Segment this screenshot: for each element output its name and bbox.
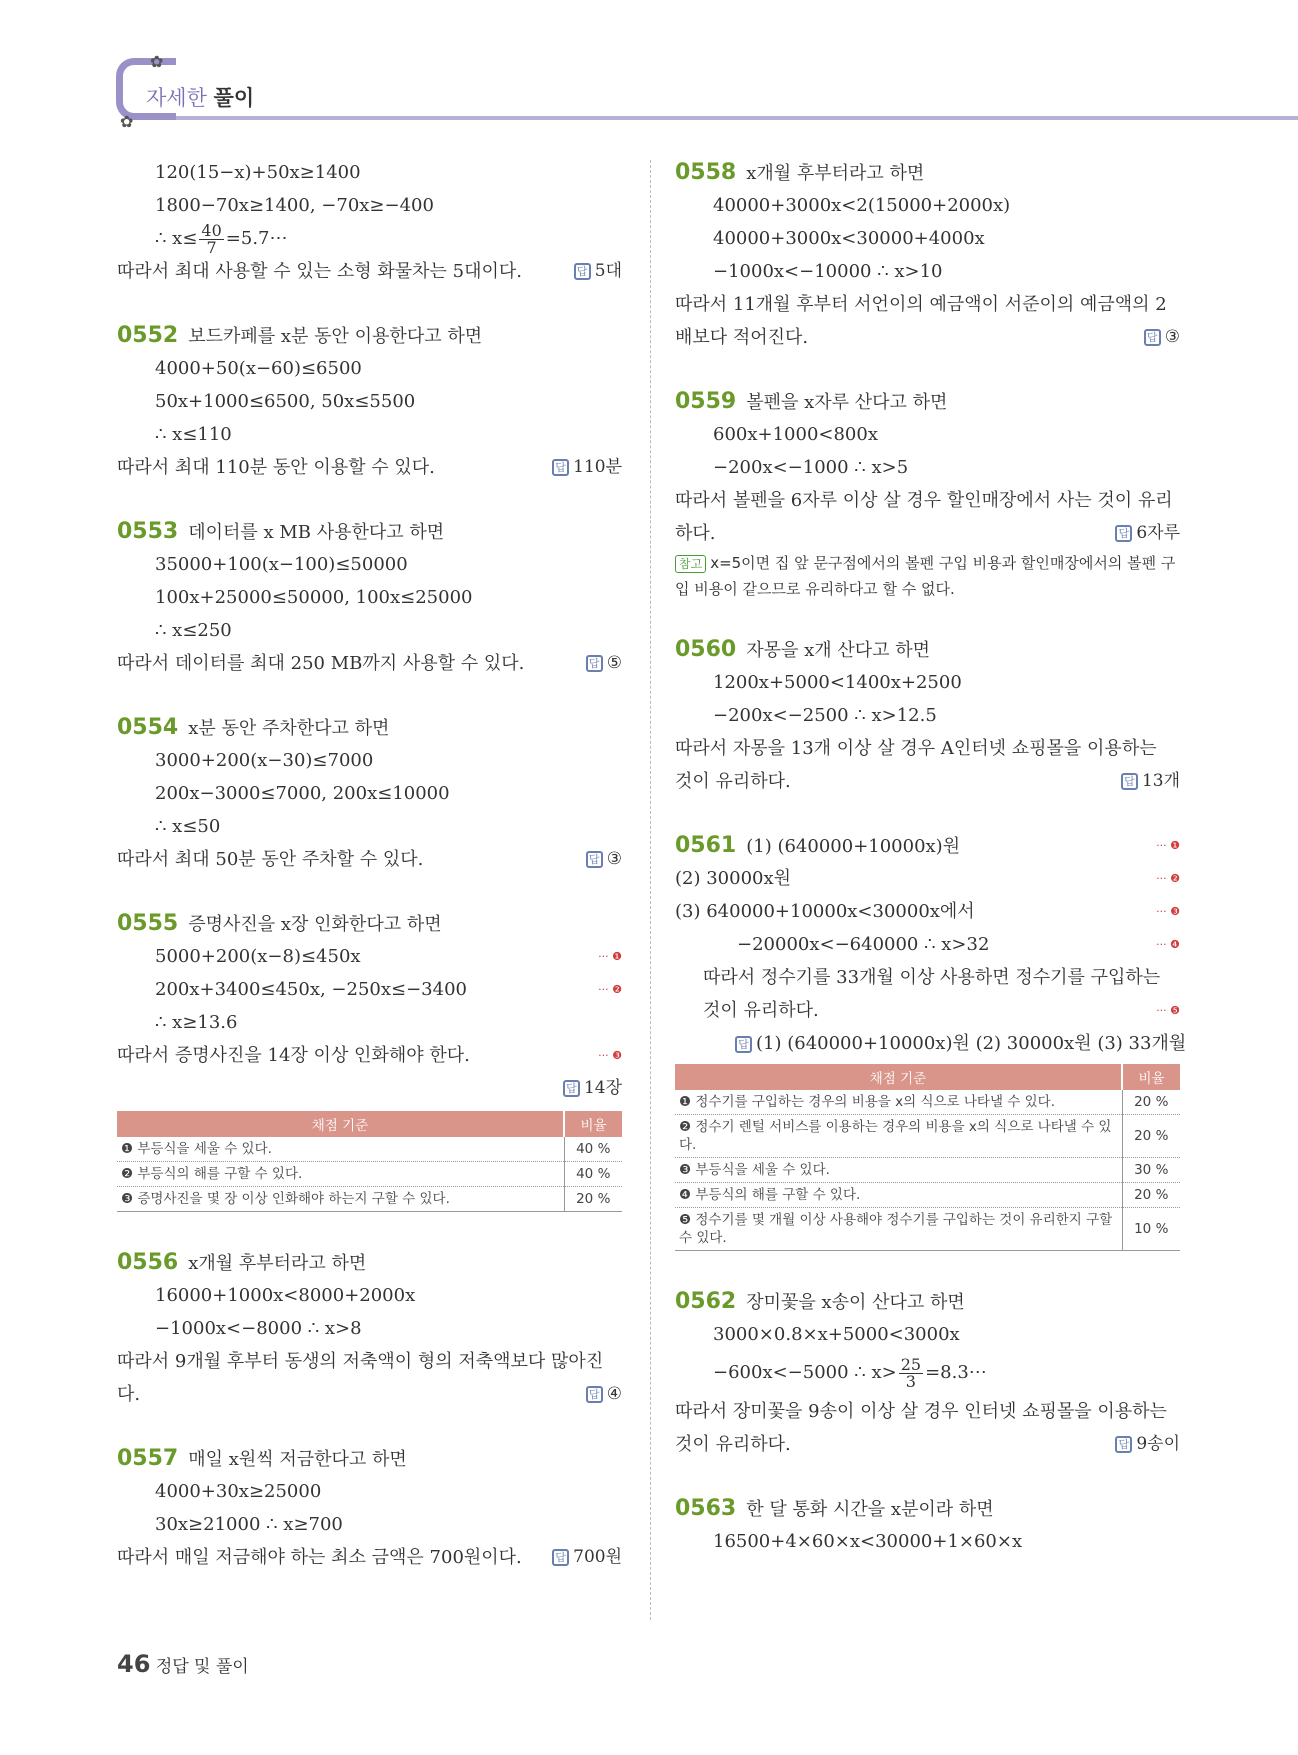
step-marker: ··· ❶: [598, 950, 622, 963]
fraction: $\frac{25}{3}$: [900, 1354, 922, 1391]
grading-ratio: 20 %: [564, 1187, 622, 1212]
grading-row: [675, 1208, 1180, 1251]
answer: 답 110분: [552, 451, 622, 484]
problem-number: 0554: [117, 715, 179, 740]
step-marker: ··· ❸: [1156, 905, 1180, 918]
conclusion-line: 따라서 최대 50분 동안 주차할 수 있다. 답 ③: [117, 843, 622, 876]
reference-note: 참고 x=5이면 집 앞 문구점에서의 볼펜 구입 비용과 할인매장에서의 볼펜 구입 비용이 같으므로 유리하다고 할 수 없다.: [675, 554, 1176, 598]
math-line: 5000+200(x−8)≤450x ··· ❶: [117, 940, 622, 973]
conclusion-line: 따라서 매일 저금해야 하는 최소 금액은 700원이다. 답 700원: [117, 1541, 622, 1574]
ratio-header: 비율: [564, 1111, 622, 1137]
answer-mark-icon: 답: [586, 655, 603, 672]
grading-criterion: ❹ 부등식의 해를 구할 수 있다.: [675, 1183, 1122, 1208]
math-line: 4000+50(x−60)≤6500: [155, 358, 362, 379]
answer-mark-icon: 답: [552, 1549, 569, 1566]
grading-ratio: 20 %: [1122, 1183, 1180, 1208]
problem-number: 0562: [675, 1289, 737, 1314]
math-line: 600x+1000<800x: [713, 424, 878, 445]
conclusion-line: 따라서 9개월 후부터 동생의 저축액이 형의 저축액보다 많아진: [117, 1351, 604, 1372]
conclusion-line: 따라서 최대 사용할 수 있는 소형 화물차는 5대이다. 답 5대: [117, 255, 622, 288]
reference-tag: 참고: [675, 555, 706, 573]
bee-icon: ✿: [120, 112, 134, 131]
answer-line: [117, 1072, 622, 1105]
math-line: (2) 30000x원 ··· ❷: [675, 862, 1180, 895]
problem-number: 0557: [117, 1446, 179, 1471]
problem-heading: 0559 볼펜을 x자루 산다고 하면: [675, 389, 948, 414]
conclusion-line: 따라서 자몽을 13개 이상 살 경우 A인터넷 쇼핑몰을 이용하는: [675, 738, 1157, 759]
problem-number: 0561: [675, 833, 737, 858]
step-marker: ··· ❹: [1156, 938, 1180, 951]
answer-mark-icon: 답: [586, 1386, 603, 1403]
math-line: 40000+3000x<30000+4000x: [713, 228, 985, 249]
problem-heading: 0560 자몽을 x개 산다고 하면: [675, 637, 931, 662]
grading-row: [675, 1090, 1180, 1115]
answer-mark-icon: 답: [735, 1036, 752, 1053]
math-line: −20000x<−640000 ∴ x>32 ··· ❹: [675, 928, 1180, 961]
problem-heading: 0552 보드카페를 x분 동안 이용한다고 하면: [117, 323, 483, 348]
answer-line: 답 (1) (640000+10000x)원 (2) 30000x원 (3) 33개월: [675, 1027, 1180, 1060]
step-marker: ··· ❷: [1156, 872, 1180, 885]
answer-mark-icon: 답: [586, 851, 603, 868]
answer: 답 ④: [586, 1378, 622, 1411]
math-line: 35000+100(x−100)≤50000: [155, 554, 408, 575]
math-line: ∴ x≥13.6: [155, 1012, 238, 1033]
problem-heading: 0556 x개월 후부터라고 하면: [117, 1250, 367, 1275]
fraction: $\frac{40}{7}$: [201, 220, 222, 257]
answer: 답 ③: [1144, 321, 1180, 354]
math-line: (3) 640000+10000x<30000x에서 ··· ❸: [675, 895, 1180, 928]
grading-row: [675, 1158, 1180, 1183]
grading-table: [117, 1111, 622, 1212]
grading-criterion: ❷ 정수기 렌털 서비스를 이용하는 경우의 비용을 x의 식으로 나타낼 수 있다.: [675, 1115, 1122, 1158]
answer-mark-icon: 답: [1121, 773, 1138, 790]
conclusion-line: 따라서 11개월 후부터 서언이의 예금액이 서준이의 예금액의 2: [675, 294, 1167, 315]
grading-ratio: 40 %: [564, 1162, 622, 1187]
math-line: ∴ x≤250: [155, 620, 232, 641]
problem-heading: 0555 증명사진을 x장 인화한다고 하면: [117, 911, 442, 936]
grading-criterion: ❸ 부등식을 세울 수 있다.: [675, 1158, 1122, 1183]
problem-number: 0560: [675, 637, 737, 662]
answer: 답 14장: [563, 1072, 622, 1105]
math-line: 16500+4×60×x<30000+1×60×x: [713, 1531, 1023, 1552]
answer: 답 6자루: [1115, 517, 1180, 550]
problem-heading: 0562 장미꽃을 x송이 산다고 하면: [675, 1289, 965, 1314]
conclusion-line: 하다. 답 6자루: [675, 517, 1180, 550]
column-divider: [650, 160, 651, 1620]
section-title: 자세한 풀이: [146, 82, 260, 112]
answer-mark-icon: 답: [574, 263, 591, 280]
math-line: 1200x+5000<1400x+2500: [713, 672, 962, 693]
math-line: 100x+25000≤50000, 100x≤25000: [155, 587, 473, 608]
problem-number: 0559: [675, 389, 737, 414]
math-line: 3000+200(x−30)≤7000: [155, 750, 374, 771]
math-line: −600x<−5000 ∴ x> $\frac{25}{3}$ =8.3⋯: [713, 1354, 987, 1391]
problem-heading: 0558 x개월 후부터라고 하면: [675, 160, 925, 185]
grading-criterion: ❶ 정수기를 구입하는 경우의 비용을 x의 식으로 나타낼 수 있다.: [675, 1090, 1122, 1115]
header-rule: [130, 116, 1298, 120]
math-line: 40000+3000x<2(15000+2000x): [713, 195, 1011, 216]
footer-label: 정답 및 풀이: [155, 1657, 249, 1677]
grading-header: 채점 기준: [675, 1064, 1122, 1090]
grading-ratio: 30 %: [1122, 1158, 1180, 1183]
step-marker: ··· ❺: [1156, 1004, 1180, 1017]
problem-heading: 0563 한 달 통화 시간을 x분이라 하면: [675, 1496, 994, 1521]
conclusion-line: 것이 유리하다. 답 9송이: [675, 1428, 1180, 1461]
answer-mark-icon: 답: [1144, 329, 1161, 346]
math-line: 1800−70x≥1400, −70x≥−400: [155, 195, 434, 216]
math-line: 4000+30x≥25000: [155, 1481, 322, 1502]
math-line: 30x≥21000 ∴ x≥700: [155, 1514, 343, 1535]
step-marker: ··· ❶: [1156, 839, 1180, 852]
conclusion-line: 따라서 증명사진을 14장 이상 인화해야 한다. ··· ❸: [117, 1039, 622, 1072]
conclusion-line: 다. 답 ④: [117, 1378, 622, 1411]
problem-number: 0555: [117, 911, 179, 936]
answer-mark-icon: 답: [563, 1080, 580, 1097]
grading-header: 채점 기준: [117, 1111, 564, 1137]
math-line: −200x<−2500 ∴ x>12.5: [713, 705, 937, 726]
bee-icon: ✿: [150, 52, 164, 71]
ratio-header: 비율: [1122, 1064, 1180, 1090]
math-line: 200x+3400≤450x, −250x≤−3400 ··· ❷: [117, 973, 622, 1006]
problem-heading: 0554 x분 동안 주차한다고 하면: [117, 715, 390, 740]
math-line: 200x−3000≤7000, 200x≤10000: [155, 783, 450, 804]
math-line: 120(15−x)+50x≥1400: [155, 162, 361, 183]
grading-row: [675, 1183, 1180, 1208]
math-line: 50x+1000≤6500, 50x≤5500: [155, 391, 416, 412]
conclusion-line: 따라서 장미꽃을 9송이 이상 살 경우 인터넷 쇼핑몰을 이용하는: [675, 1401, 1167, 1422]
answer: 답 ⑤: [586, 647, 622, 680]
problem-heading: 0553 데이터를 x MB 사용한다고 하면: [117, 519, 445, 544]
grading-criterion: ❷ 부등식의 해를 구할 수 있다.: [117, 1162, 564, 1187]
step-marker: ··· ❷: [598, 983, 622, 996]
grading-ratio: 20 %: [1122, 1090, 1180, 1115]
answer: 답 13개: [1121, 765, 1180, 798]
step-marker: ··· ❸: [598, 1049, 622, 1062]
math-line: ∴ x≤ $\frac{40}{7}$ =5.7⋯: [155, 220, 288, 257]
problem-number: 0553: [117, 519, 179, 544]
conclusion-line: 따라서 정수기를 33개월 이상 사용하면 정수기를 구입하는: [703, 967, 1161, 988]
answer-mark-icon: 답: [552, 459, 569, 476]
conclusion-line: 따라서 데이터를 최대 250 MB까지 사용할 수 있다. 답 ⑤: [117, 647, 622, 680]
answer: 답 700원: [552, 1541, 622, 1574]
right-column: [675, 156, 1187, 1558]
answer: 답 5대: [574, 255, 622, 288]
left-column: [117, 156, 622, 1574]
grading-criterion: ❺ 정수기를 몇 개월 이상 사용해야 정수기를 구입하는 것이 유리한지 구할 수 있다.: [675, 1208, 1122, 1251]
math-line: −1000x<−10000 ∴ x>10: [713, 261, 943, 282]
problem-number: 0563: [675, 1496, 737, 1521]
grading-row: [117, 1187, 622, 1212]
problem-number: 0558: [675, 160, 737, 185]
math-line: −200x<−1000 ∴ x>5: [713, 457, 909, 478]
page-number: 46: [117, 1650, 151, 1678]
answer: 답 ③: [586, 843, 622, 876]
grading-criterion: ❸ 증명사진을 몇 장 이상 인화해야 하는지 구할 수 있다.: [117, 1187, 564, 1212]
math-line: ∴ x≤110: [155, 424, 232, 445]
grading-table: [675, 1064, 1180, 1251]
conclusion-line: 따라서 최대 110분 동안 이용할 수 있다. 답 110분: [117, 451, 622, 484]
conclusion-line: 배보다 적어진다. 답 ③: [675, 321, 1180, 354]
problem-heading: 0561 (1) (640000+10000x)원 ··· ❶: [675, 829, 1180, 862]
answer-mark-icon: 답: [1115, 1436, 1132, 1453]
math-line: ∴ x≤50: [155, 816, 221, 837]
problem-heading: 0557 매일 x원씩 저금한다고 하면: [117, 1446, 407, 1471]
math-line: −1000x<−8000 ∴ x>8: [155, 1318, 362, 1339]
conclusion-line: 것이 유리하다. ··· ❺: [675, 994, 1180, 1027]
grading-row: [117, 1162, 622, 1187]
math-line: 16000+1000x<8000+2000x: [155, 1285, 416, 1306]
page-footer: [117, 1650, 249, 1678]
problem-number: 0552: [117, 323, 179, 348]
page-header: [0, 0, 1298, 140]
answer-mark-icon: 답: [1115, 525, 1132, 542]
grading-row: [675, 1115, 1180, 1158]
problem-number: 0556: [117, 1250, 179, 1275]
grading-criterion: ❶ 부등식을 세울 수 있다.: [117, 1137, 564, 1162]
math-line: 3000×0.8×x+5000<3000x: [713, 1324, 960, 1345]
conclusion-line: 것이 유리하다. 답 13개: [675, 765, 1180, 798]
conclusion-line: 따라서 볼펜을 6자루 이상 살 경우 할인매장에서 사는 것이 유리: [675, 490, 1173, 511]
answer: 답 9송이: [1115, 1428, 1180, 1461]
grading-ratio: 40 %: [564, 1137, 622, 1162]
grading-row: [117, 1137, 622, 1162]
grading-ratio: 20 %: [1122, 1115, 1180, 1158]
grading-ratio: 10 %: [1122, 1208, 1180, 1251]
